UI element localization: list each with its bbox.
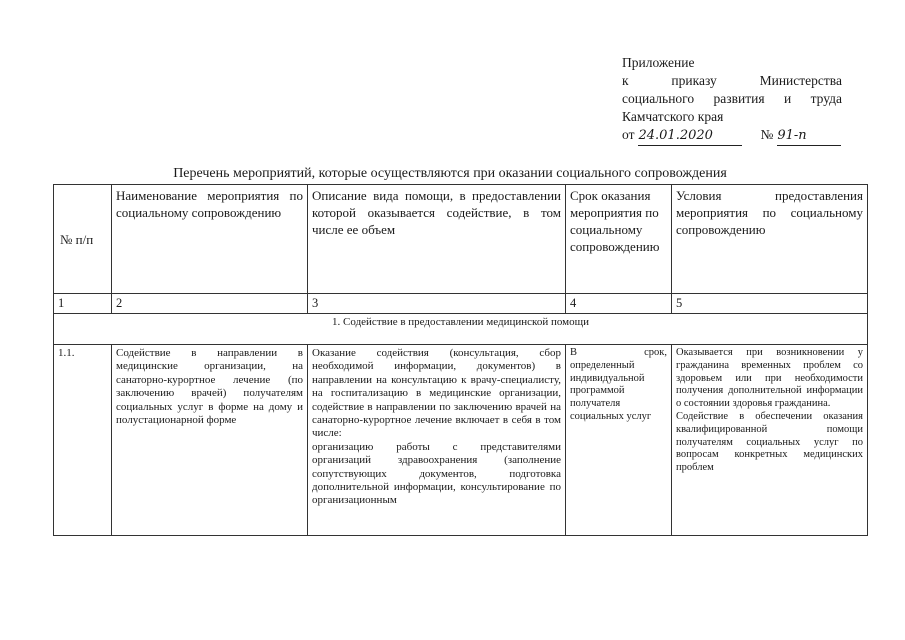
- header-term: Срок оказания мероприятия по социальному сопровождению: [566, 185, 672, 294]
- document-title: Перечень мероприятий, которые осуществляются при оказании социального сопровождения: [173, 166, 727, 181]
- colnum-1: 1: [54, 294, 112, 314]
- conditions-paragraph-2: Содействие в обеспечении оказания квалифицированной помощи получателям социальных услуг по вопросам конкретных медицинских проблем: [676, 410, 863, 474]
- row-description: [308, 345, 566, 536]
- date-prefix: от: [622, 127, 635, 142]
- appendix-block: [622, 54, 842, 146]
- row-num: 1.1.: [54, 345, 112, 536]
- appendix-title: Приложение: [622, 55, 695, 70]
- colnum-5: 5: [672, 294, 868, 314]
- description-paragraph-2: организацию работы с представителями организаций здравоохранения (заполнение сопутствующих документов, подготовка дополнительной информации, консультирование по организационным: [312, 440, 561, 507]
- header-num: № п/п: [54, 185, 112, 294]
- appendix-date-number: [622, 126, 842, 146]
- order-date: 24.01.2020: [638, 127, 742, 146]
- section-row: [54, 314, 868, 345]
- header-conditions: Условия предоставления мероприятия по социальному сопровождению: [672, 185, 868, 294]
- appendix-line-ministry: социального развития и труда: [622, 91, 842, 106]
- colnum-4: 4: [566, 294, 672, 314]
- column-number-row: [54, 294, 868, 314]
- number-sign: №: [760, 127, 774, 142]
- activities-table: [53, 184, 868, 536]
- colnum-2: 2: [112, 294, 308, 314]
- conditions-paragraph-1: Оказывается при возникновении у гражданина временных проблем со здоровьем или при необходимости получения дополнительной информации о состоянии здоровья гражданина.: [676, 347, 863, 410]
- row-name: Содействие в направлении в медицинские организации, на санаторно-курортное лечение (по заключению врачей) получателям социальных услуг в форме на дому и полустационарной форме: [112, 345, 308, 536]
- row-conditions: [672, 345, 868, 536]
- table-row: [54, 345, 868, 536]
- table-header-row: [54, 185, 868, 294]
- header-description: Описание вида помощи, в предоставлении которой оказывается содействие, в том числе ее объем: [308, 185, 566, 294]
- appendix-line-order: к приказу Министерства: [622, 73, 842, 88]
- colnum-3: 3: [308, 294, 566, 314]
- header-name: Наименование мероприятия по социальному сопровождению: [112, 185, 308, 294]
- row-term: В срок, определенный индивидуальной программой получателя социальных услуг: [566, 345, 672, 536]
- description-paragraph-1: Оказание содействия (консультация, сбор необходимой информации, документов) в направлении на консультацию к врачу-специалисту, на госпитализацию в медицинские организации, содействие в направлении по заключению врачей на санаторно-курортное лечение включает в себя в том числе:: [312, 347, 561, 440]
- appendix-line-region: Камчатского края: [622, 109, 724, 124]
- order-number: 91-п: [777, 127, 841, 146]
- section-heading: 1. Содействие в предоставлении медицинской помощи: [54, 314, 868, 345]
